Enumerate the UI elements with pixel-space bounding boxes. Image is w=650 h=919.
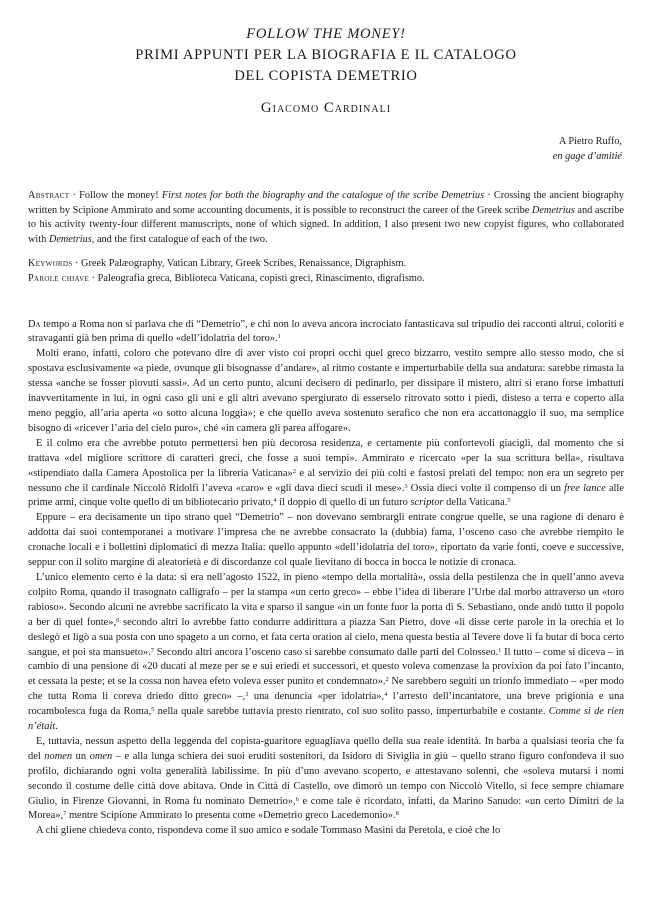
footnote-ref[interactable]: 3 <box>245 691 249 699</box>
footnote-ref[interactable]: 1 <box>498 646 502 654</box>
keywords-en <box>28 257 624 272</box>
paragraph <box>28 437 624 512</box>
parole-chiave-text: · Paleografia greca, Biblioteca Vaticana, copisti greci, Rinascimento, digrafismo. <box>89 272 425 284</box>
paragraph-text: e al servizio dei più colti e fastosi prelati del tempo: non era un segreto per nessuno che il cardinale Niccolò Ridolfi l’aveva «caro» e «gli dava dieci scudi il mese». <box>28 467 625 494</box>
dedication-line-2: en gage d’amitié <box>552 151 622 162</box>
paragraph-text: un <box>72 750 90 762</box>
footnote-ref[interactable]: 5 <box>151 706 155 714</box>
footnote-ref[interactable]: 6 <box>116 616 120 624</box>
footnote-ref[interactable]: 8 <box>395 810 399 818</box>
title-line-1: FOLLOW THE MONEY! <box>246 26 406 42</box>
paragraph-text: secondo altri lo avrebbe fatto condurre addirittura a piazza San Pietro, dove «li disse certe parole in la orechia et lo deslegò et ligò a sua posta con uno spageto a un corno, et fata certa oration al cielo, mena questa bestia al Tevere dove li fa butar di boca certo sangue, et poi sta mansueto». <box>28 616 624 658</box>
paragraph-text: nella quale sarebbe tuttavia presto rientrato, col suo solito passo, imperturbabile e costante. <box>154 706 549 718</box>
footnote-ref[interactable]: 2 <box>292 467 296 475</box>
paragraph-text: Il tutto – come si diceva – in cambio di una pensione di «20 ducati al meze per se e sui eriedi et successori, et questo voleva comenzase la provixion da poi fato l’incanto, et cessata la peste; et se la cossa non havea efeto voleva esser punito et condemnato». <box>28 646 624 688</box>
paragraph <box>28 571 624 735</box>
title-line-3: DEL COPISTA DEMETRIO <box>234 68 418 84</box>
paragraph-text: E, tuttavia, nessun aspetto della leggenda del copista-guaritore eguagliava quello della sua reale identità. In barba a qualsiasi teoria che fa del <box>28 735 624 762</box>
parole-chiave-label: Parole chiave <box>28 272 90 284</box>
title-line-2: PRIMI APPUNTI PER LA BIOGRAFIA E IL CATALOGO <box>135 47 517 63</box>
footnote-ref[interactable]: 5 <box>507 497 511 505</box>
paragraph-text: – e alla lunga schiera dei suoi eruditi sostenitori, da Isidoro di Siviglia in giù – quello strano figuro confondeva il suo profilo, dichiarando ogni volta generalità labilissime. In più d’uno avevano scoperto, e attestavano solenni, che «soleva mutarsi i nomi secondo il costume delle città dove abitava. Onde in Città di Castello, ove dimorò un tempo con Niccolò Vitello, si fece sempre chiamare Giulio, in Firenze Giovanni, in Roma fu nominato Demetrio», <box>28 750 624 807</box>
paragraph-text: . <box>55 721 58 733</box>
footnote-ref[interactable]: 6 <box>295 795 299 803</box>
abstract-text: Follow the money! <box>79 190 162 201</box>
paragraph-text: l’arresto dell’incantatore, una breve prigionia e una rocambolesca fuga da Roma, <box>28 691 624 718</box>
keywords <box>28 257 624 286</box>
keywords-it <box>28 272 624 287</box>
keywords-text: · Greek Palæography, Vatican Library, Greek Scribes, Renaissance, Digraphism. <box>72 258 407 270</box>
paragraph-text: Ossia dieci volte il compenso di un <box>407 482 565 494</box>
article-page <box>28 0 624 839</box>
footnote-ref[interactable]: 4 <box>273 497 277 505</box>
paragraph: Molti erano, infatti, coloro che potevano dire di aver visto coi propri occhi quel greco bizzarro, vestito sempre allo stesso modo, che si spostava esclusivamente «a piede, ovunque gli bisognasse d’andare», al ritmo costante e imperturbabile della sua andatura: sarebbe rimasta la stessa «anche se fosser piovuti sassi». Ad un certo punto, alcuni decisero di pedinarlo, per dissipare il mistero, altri si erano forse imbattuti inavvertitamente in lui, in ogni caso gli uni e gli altri avevano spergiurato di esserselo ritrovato sotto i piedi, disteso a terra e coperto alla meno peggio, all’aria aperta «o sotto alcuna loggia»; e che quello aveva sostenuto serafico che non era accattonaggio il suo, ma semplice bisogno di «ricever l’aria del cielo puro», ché «in camera gli parea affogare». <box>28 348 624 434</box>
italic-term: scriptor <box>410 497 444 509</box>
footnote-ref[interactable]: 1 <box>277 333 281 341</box>
footnote-ref[interactable]: 4 <box>384 691 388 699</box>
footnote-ref[interactable]: 7 <box>63 810 67 818</box>
italic-term: nomen <box>44 750 73 762</box>
abstract-text: · Crossing the ancient biography written by Scipione Ammirato and some accounting documents, it is possible to reconstruct the career of the Greek scribe <box>28 190 625 216</box>
abstract-separator: · <box>69 190 80 201</box>
italic-term: omen <box>89 750 113 762</box>
paragraph-text: della Vaticana. <box>443 497 508 509</box>
italic-term: free lance <box>564 482 606 494</box>
abstract-subtitle: First notes for both the biography and the catalogue of the scribe Demetrius <box>161 190 485 201</box>
abstract-text: , and the first catalogue of each of the two. <box>91 233 268 245</box>
paragraph-text: mentre Scipione Ammirato lo presenta come «Demetrio greco Lacedemonio». <box>66 810 396 822</box>
paragraph-text: Secondo altri ancora l’osceno caso si sarebbe consumato dalle parti del Colosseo. <box>154 646 499 658</box>
dedication-line-1: A Pietro Ruffo, <box>558 136 622 147</box>
abstract-label: Abstract <box>28 190 70 201</box>
paragraph-text: il doppio di quello di un futuro <box>276 497 411 509</box>
dedication <box>28 134 624 164</box>
paragraph-text: alle prime armi, cinque volte quello di un bibliotecario privato, <box>28 482 624 509</box>
abstract <box>28 189 624 247</box>
paragraph: Eppure – era decisamente un tipo strano quel “Demetrio” – non dovevano sembrargli entrate congrue quelle, se una ragione di denaro è addotta dai suoi contemporanei a motivare l’impresa che ne avrebbe consacrato la (dubbia) fama, l’osceno caso che avrebbe riempito le cronache locali e i bollettini diplomatici di mezza Italia: quello appunto «dell’idolatria del toro», riportato da varie fonti, coeve e successive, seppur con il solito margine di aleatorietà e di discordanze col quale lievitano di bocca in bocca le notizie di cronaca. <box>28 512 624 569</box>
footnote-ref[interactable]: 3 <box>404 482 408 490</box>
abstract-name: Demetrius <box>531 204 575 216</box>
article-body <box>28 318 624 840</box>
paragraph: A chi gliene chiedeva conto, rispondeva come il suo amico e sodale Tommaso Masini da Peretola, e cioè che lo <box>36 825 501 837</box>
paragraph <box>28 318 624 348</box>
footnote-ref[interactable]: 2 <box>385 676 389 684</box>
paragraph-text: una denuncia «per idolatria», <box>248 691 385 703</box>
author-name: Giacomo Cardinali <box>260 100 392 116</box>
paragraph <box>28 735 624 824</box>
italic-phrase: Comme si de rien n’était <box>28 706 625 733</box>
footnote-ref[interactable]: 7 <box>150 646 154 654</box>
paragraph-text: tempo a Roma non si parlava che di “Demetrio”, e chi non lo aveva ancora incrociato fantasticava sul tripudio dei racconti altrui, coloriti e stravaganti già ben prima di quello «dell’idolatria del toro». <box>28 318 624 345</box>
abstract-name: Demetrius <box>48 233 92 245</box>
paragraph-text: E il colmo era che avrebbe potuto permettersi ben più decorosa residenza, e certamente più confortevoli giacigli, dal momento che si trattava «del migliore scrittore di caratteri greci, che fosse a suoi tempi». Ammirato e ricercato «per la sua scrittura bella», risultava «stipendiato dalla Camera Apostolica per la libreria Vaticana» <box>28 437 624 479</box>
paragraph-text: Ne sarebbero seguiti un trionfo immediato – «per modo che tutta Roma li coreva driedo ditto greco» –, <box>28 676 624 703</box>
paragraph-text: e come tale è ricordato, infatti, da Marino Sanudo: «un certo Dimitri de la Morea», <box>28 795 624 822</box>
keywords-label: Keywords <box>28 258 73 270</box>
drop-word: Da <box>28 318 41 330</box>
abstract-text: and ascribe to his activity twenty-four different manuscripts, none of which signed. In addition, I also present two new copyist figures, who collaborated with <box>28 204 624 245</box>
paragraph-text: L’unico elemento certo è la data: si era nell’agosto 1522, in pieno «tempo della mortalità», ossia della pestilenza che in quell’anno aveva colpito Roma, quando il trasognato calligrafo – per la stampa «un certo greco» – ebbe l’idea di liberare l’Urbe dal morbo attraverso un «toro rabioso». Secondo alcuni ne avrebbe sacrificato la vita e sparso il sangue «in un fonte fuor la porta di S. Sebastiano, onde andò tutto il popolo a ber di quel fonte», <box>28 571 624 628</box>
